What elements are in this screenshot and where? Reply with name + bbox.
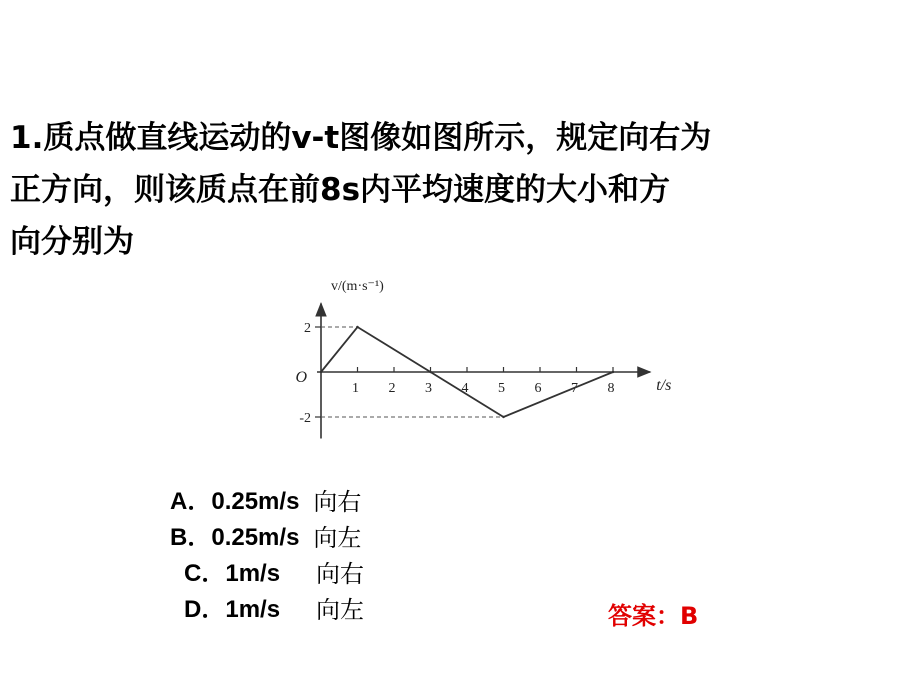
- option-c-direction: 向右: [316, 560, 365, 588]
- origin-label: O: [295, 369, 307, 386]
- option-b-letter: B．: [170, 524, 212, 551]
- option-c-value: 1m/s: [225, 560, 281, 587]
- question-line-3: 向分别为: [10, 224, 134, 260]
- x-tick-label-8: 8: [607, 381, 615, 396]
- data-point-4: [502, 416, 504, 418]
- x-tick-label-3: 3: [425, 381, 432, 396]
- data-point-2: [356, 326, 358, 328]
- option-d-direction: 向左: [316, 596, 365, 624]
- x-tick-label-2: 2: [388, 381, 396, 396]
- option-d-letter: D．: [184, 596, 226, 623]
- answer-label: 答案：B: [608, 602, 699, 630]
- x-tick-label-1: 1: [352, 381, 359, 396]
- option-b-value: 0.25m/s: [211, 524, 300, 551]
- option-a-direction: 向右: [313, 488, 362, 516]
- question-line-1: 1.质点做直线运动的v-t图像如图所示，规定向右为: [10, 120, 712, 156]
- question-text: [10, 112, 915, 268]
- answer-options: [170, 484, 364, 628]
- x-tick-label-4: 4: [461, 381, 469, 396]
- vt-graph: [275, 272, 675, 452]
- option-c[interactable]: [170, 556, 364, 592]
- option-b[interactable]: [170, 520, 364, 556]
- x-tick-label-7: 7: [571, 381, 578, 396]
- option-c-letter: C．: [184, 560, 226, 587]
- option-b-direction: 向左: [313, 524, 362, 552]
- y-axis-label: v/(m·s⁻¹): [331, 279, 384, 294]
- option-a-letter: A．: [170, 488, 212, 515]
- option-a-value: 0.25m/s: [211, 488, 300, 515]
- x-tick-label-6: 6: [534, 381, 542, 396]
- data-point-5: [612, 371, 614, 373]
- x-axis-label: t/s: [656, 377, 672, 394]
- data-point-1: [320, 371, 322, 373]
- data-point-3: [429, 371, 431, 373]
- x-tick-label-5: 5: [498, 381, 505, 396]
- option-d-value: 1m/s: [225, 596, 281, 623]
- option-a[interactable]: [170, 484, 364, 520]
- y-tick-label-1: 2: [304, 321, 311, 336]
- y-tick-label-2: -2: [299, 411, 311, 426]
- question-line-2: 正方向，则该质点在前8s内平均速度的大小和方: [10, 172, 671, 208]
- option-d[interactable]: [170, 592, 364, 628]
